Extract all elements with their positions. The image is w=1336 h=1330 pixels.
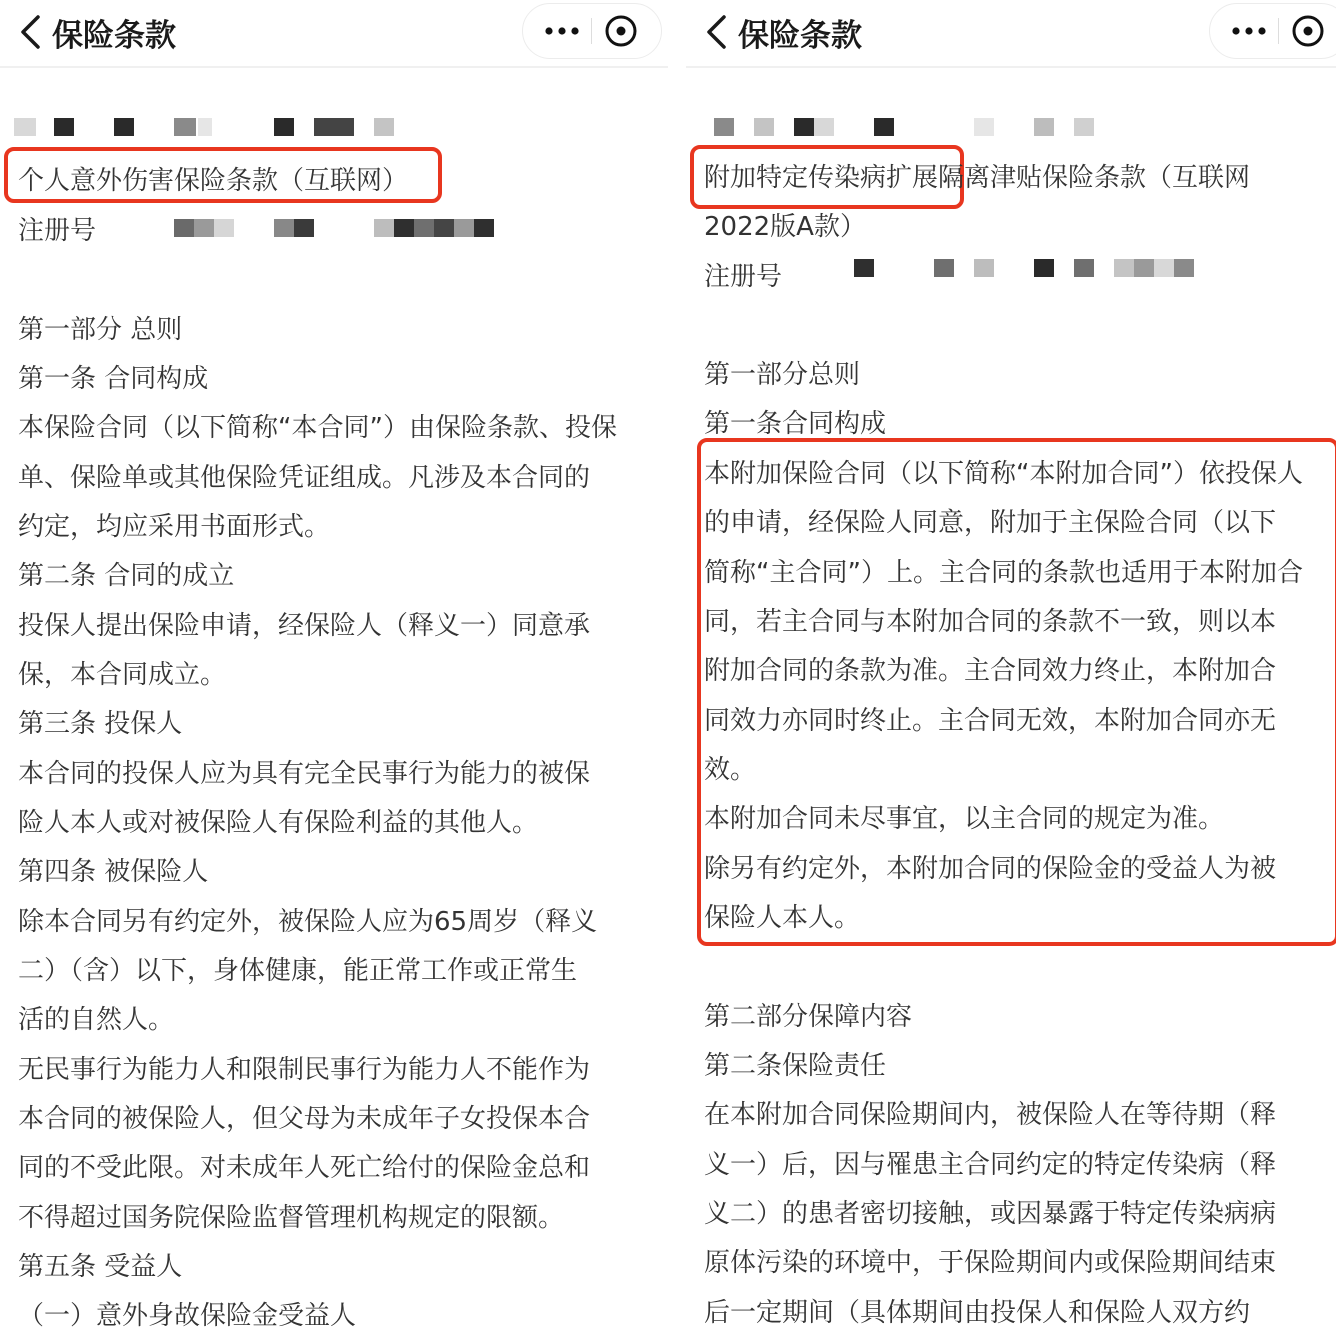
part-heading: 第一部分 总则: [18, 315, 183, 345]
close-icon[interactable]: [1290, 13, 1326, 49]
paragraph-line: 同的不受此限。对未成年人死亡给付的保险金总和: [18, 1153, 591, 1183]
close-icon[interactable]: [603, 13, 639, 49]
back-arrow-icon[interactable]: [18, 14, 46, 50]
paragraph-line: （一）意外身故保险金受益人: [18, 1301, 357, 1330]
nav-bar: [0, 0, 668, 68]
capsule-divider: [591, 18, 592, 44]
miniapp-capsule: [1209, 3, 1336, 59]
article-heading: 第二条保险责任: [704, 1051, 887, 1081]
article-heading: 第一条 合同构成: [18, 364, 209, 394]
paragraph-line: 保险人本人。: [704, 903, 861, 933]
paragraph-line: 后一定期间（具体期间由投保人和保险人双方约: [704, 1298, 1251, 1328]
paragraph-line: 活的自然人。: [18, 1005, 175, 1035]
paragraph-line: 本附加合同未尽事宜，以主合同的规定为准。: [704, 804, 1225, 834]
paragraph-line: 二）（含）以下，身体健康，能正常工作或正常生: [18, 956, 578, 986]
paragraph-line: 效。: [704, 755, 757, 785]
capsule-divider: [1278, 18, 1279, 44]
article-heading: 第一条合同构成: [704, 409, 887, 439]
paragraph-line: 在本附加合同保险期间内，被保险人在等待期（释: [704, 1100, 1277, 1130]
paragraph-line: 同效力亦同时终止。主合同无效，本附加合同亦无: [704, 706, 1277, 736]
paragraph-line: 附加合同的条款为准。主合同效力终止，本附加合: [704, 656, 1277, 686]
paragraph-line: 保，本合同成立。: [18, 660, 227, 690]
back-arrow-icon[interactable]: [704, 14, 732, 50]
paragraph-line: 本合同的投保人应为具有完全民事行为能力的被保: [18, 759, 591, 789]
paragraph-line: 单、保险单或其他保险凭证组成。凡涉及本合同的: [18, 463, 591, 493]
page-title: 保险条款: [52, 18, 176, 54]
paragraph-line: 险人本人或对被保险人有保险利益的其他人。: [18, 808, 539, 838]
part-heading: 第一部分总则: [704, 360, 861, 390]
miniapp-capsule: [522, 3, 662, 59]
paragraph-line: 义二）的患者密切接触，或因暴露于特定传染病病: [704, 1199, 1277, 1229]
doc-title: 个人意外伤害保险条款（互联网）: [18, 166, 409, 196]
paragraph-line: 简称“主合同”）上。主合同的条款也适用于本附加合: [704, 558, 1303, 588]
page-title: 保险条款: [738, 18, 862, 54]
paragraph-line: 本合同的被保险人，但父母为未成年子女投保本合: [18, 1104, 591, 1134]
paragraph-line: 不得超过国务院保险监督管理机构规定的限额。: [18, 1203, 565, 1233]
article-heading: 第四条 被保险人: [18, 857, 209, 887]
doc-title: 附加特定传染病扩展隔离津贴保险条款（互联网: [704, 163, 1251, 193]
paragraph-line: 的申请，经保险人同意，附加于主保险合同（以下: [704, 508, 1277, 538]
article-heading: 第五条 受益人: [18, 1252, 183, 1282]
paragraph-line: 除本合同另有约定外，被保险人应为65周岁（释义: [18, 907, 598, 937]
paragraph-line: 投保人提出保险申请，经保险人（释义一）同意承: [18, 611, 591, 641]
more-icon[interactable]: [537, 16, 587, 46]
registration-label: 注册号: [18, 216, 97, 246]
more-icon[interactable]: [1224, 16, 1274, 46]
paragraph-line: 本附加保险合同（以下简称“本附加合同”）依投保人: [704, 459, 1303, 489]
paragraph-line: 约定，均应采用书面形式。: [18, 512, 331, 542]
paragraph-line: 除另有约定外，本附加合同的保险金的受益人为被: [704, 854, 1277, 884]
paragraph-line: 原体污染的环境中，于保险期间内或保险期间结束: [704, 1248, 1277, 1278]
nav-bar: [686, 0, 1336, 68]
right-document-view: [686, 0, 1336, 1330]
article-heading: 第二条 合同的成立: [18, 561, 235, 591]
article-heading: 第三条 投保人: [18, 709, 183, 739]
part-heading: 第二部分保障内容: [704, 1002, 913, 1032]
paragraph-line: 本保险合同（以下简称“本合同”）由保险条款、投保: [18, 413, 617, 443]
paragraph-line: 义一）后，因与罹患主合同约定的特定传染病（释: [704, 1150, 1277, 1180]
paragraph-line: 无民事行为能力人和限制民事行为能力人不能作为: [18, 1055, 591, 1085]
registration-label: 注册号: [704, 262, 783, 292]
paragraph-line: 同，若主合同与本附加合同的条款不一致，则以本: [704, 607, 1277, 637]
doc-title-version: 2022版A款）: [704, 212, 866, 242]
